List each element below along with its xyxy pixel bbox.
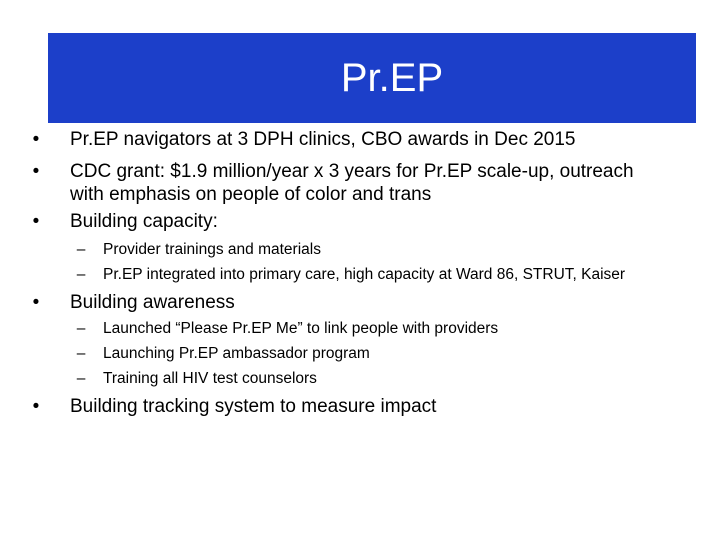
bullet-icon: • xyxy=(32,161,40,182)
bullet-text: Building awareness xyxy=(70,292,235,313)
bullet-text: Pr.EP navigators at 3 DPH clinics, CBO awards in Dec 2015 xyxy=(70,129,576,150)
bullet-item xyxy=(32,291,235,314)
sub-bullet-text: Launched “Please Pr.EP Me” to link people with providers xyxy=(103,320,499,337)
dash-icon: – xyxy=(76,345,86,362)
bullet-text-line: with emphasis on people of color and trans xyxy=(70,184,432,205)
dash-icon: – xyxy=(76,266,86,283)
bullet-text-line: CDC grant: $1.9 million/year x 3 years for Pr.EP scale-up, outreach xyxy=(70,161,634,182)
sub-bullet-item xyxy=(76,319,499,339)
sub-bullet-item xyxy=(76,240,321,260)
bullet-item xyxy=(32,160,634,206)
sub-bullet-text: Provider trainings and materials xyxy=(103,241,321,258)
bullet-text: Building tracking system to measure impact xyxy=(70,396,437,417)
sub-bullet-item xyxy=(76,265,626,285)
dash-icon: – xyxy=(76,241,86,258)
bullet-item xyxy=(32,395,437,418)
dash-icon: – xyxy=(76,320,86,337)
bullet-item xyxy=(32,210,218,233)
slide-title: Pr.EP xyxy=(340,56,444,100)
sub-bullet-text: Launching Pr.EP ambassador program xyxy=(103,345,370,362)
bullet-icon: • xyxy=(32,292,40,313)
sub-bullet-text: Pr.EP integrated into primary care, high capacity at Ward 86, STRUT, Kaiser xyxy=(103,266,626,283)
sub-bullet-text: Training all HIV test counselors xyxy=(103,370,317,387)
bullet-item xyxy=(32,128,576,151)
bullet-icon: • xyxy=(32,211,40,232)
sub-bullet-item xyxy=(76,369,317,389)
dash-icon: – xyxy=(76,370,86,387)
bullet-icon: • xyxy=(32,396,40,417)
title-banner xyxy=(48,33,696,123)
bullet-icon: • xyxy=(32,129,40,150)
sub-bullet-item xyxy=(76,344,370,364)
bullet-text: Building capacity: xyxy=(70,211,218,232)
